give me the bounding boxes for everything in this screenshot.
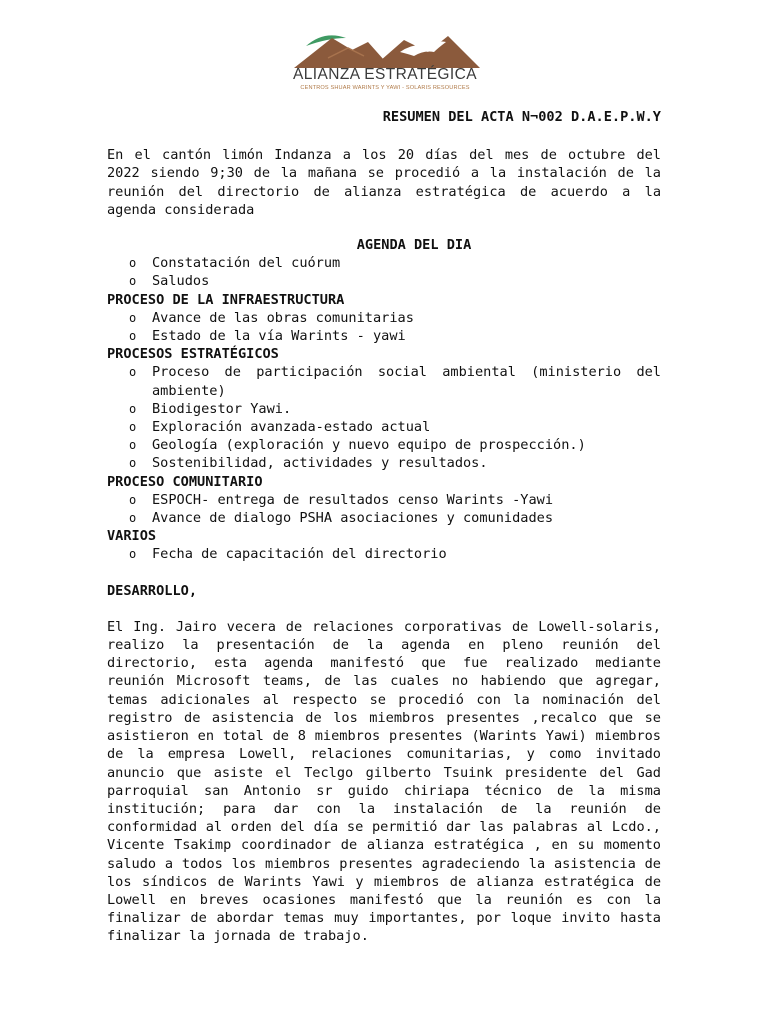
mountain-eagle-logo-icon xyxy=(288,28,480,68)
logo-subtitle: CENTROS SHUAR WARINTS Y YAWI - SOLARIS RESOURCES xyxy=(300,85,470,91)
list-item: o Avance de dialogo PSHA asociaciones y comunidades xyxy=(129,510,554,527)
section-list xyxy=(107,491,661,527)
list-item: o ESPOCH- entrega de resultados censo Warints -Yawi xyxy=(129,491,554,508)
list-item: o Exploración avanzada-estado actual xyxy=(129,419,431,436)
logo-mountain-left xyxy=(294,38,388,68)
development-paragraph: El Ing. Jairo vecera de relaciones corporativas de Lowell-solaris, realizo la presentación de la agenda en pleno reunión del directorio, esta agenda manifestó que fue realizado mediante reunión Microsoft teams, de las cuales no habiendo que agregar, temas adicionales al respecto se procedió con la nominación del registro de asistencia de los miembros presentes ,recalco que se asistieron en total de 8 miembros presentes (Warints Yawi) miembros de la empresa Lowell, relaciones comunitarias, y como invitado anuncio que asiste el Teclgo gilberto Tsuink presidente del Gad parroquial san Antonio sr guido chiriapa técnico de la misma institución; para dar con la instalación de la reunión de conformidad al orden del día se permitió dar las palabras al Lcdo., Vicente Tsakimp coordinador de alianza estratégica , en su momento saludo a todos los miembros presentes agradeciendo la asistencia de los síndicos de Warints Yawi y miembros de alianza estratégica de Lowell en breves ocasiones manifestó que la reunión es con la finalizar de abordar temas muy importantes, por loque invito hasta finalizar la jornada de trabajo. xyxy=(107,618,661,945)
section-list xyxy=(107,309,661,345)
bullet-icon: o xyxy=(129,511,137,526)
section-list xyxy=(107,363,661,472)
list-item: o Constatación del cuórum xyxy=(129,255,341,272)
list-item: o Saludos xyxy=(129,273,210,290)
section-heading: PROCESO DE LA INFRAESTRUCTURA xyxy=(107,291,345,308)
agenda-intro-list xyxy=(107,254,661,290)
list-item: o Biodigestor Yawi. xyxy=(129,400,292,417)
bullet-icon: o xyxy=(129,492,137,507)
list-item: o Sostenibilidad, actividades y resultados. xyxy=(129,455,488,472)
list-item: o Estado de la vía Warints - yawi xyxy=(129,328,406,345)
bullet-icon: o xyxy=(129,401,137,416)
bullet-icon: o xyxy=(129,438,137,453)
list-item: o Geología (exploración y nuevo equipo de prospección.) xyxy=(129,437,586,454)
section-heading: PROCESO COMUNITARIO xyxy=(107,473,263,490)
section-heading: VARIOS xyxy=(107,528,157,545)
logo-title: ALIANZA ESTRATÉGICA xyxy=(293,66,477,83)
bullet-icon: o xyxy=(129,547,137,562)
intro-paragraph: En el cantón limón Indanza a los 20 días del mes de octubre del 2022 siendo 9;30 de la mañana se procedió a la instalación de la reunión del directorio de alianza estratégica de acuerdo a la agenda considerada xyxy=(107,147,661,218)
bullet-icon: o xyxy=(129,456,137,471)
list-item: o Fecha de capacitación del directorio xyxy=(129,546,447,563)
list-item: o Avance de las obras comunitarias xyxy=(129,309,414,326)
document-body xyxy=(107,108,661,946)
bullet-icon: o xyxy=(129,420,137,435)
bullet-icon: o xyxy=(129,256,137,271)
document-title: RESUMEN DEL ACTA N¬002 D.A.E.P.W.Y xyxy=(382,109,661,125)
section-list xyxy=(107,545,661,563)
logo-mountain-right xyxy=(372,36,480,68)
bullet-icon: o xyxy=(129,310,137,325)
section-heading: PROCESOS ESTRATÉGICOS xyxy=(107,346,279,363)
agenda-title: AGENDA DEL DIA xyxy=(356,237,472,254)
bullet-icon: o xyxy=(129,329,137,344)
logo xyxy=(280,28,490,98)
list-item: o Proceso de participación social ambiental (ministerio del ambiente) xyxy=(129,364,661,399)
development-title: DESARROLLO, xyxy=(107,582,198,599)
bullet-icon: o xyxy=(129,274,137,289)
bullet-icon: o xyxy=(129,365,137,380)
